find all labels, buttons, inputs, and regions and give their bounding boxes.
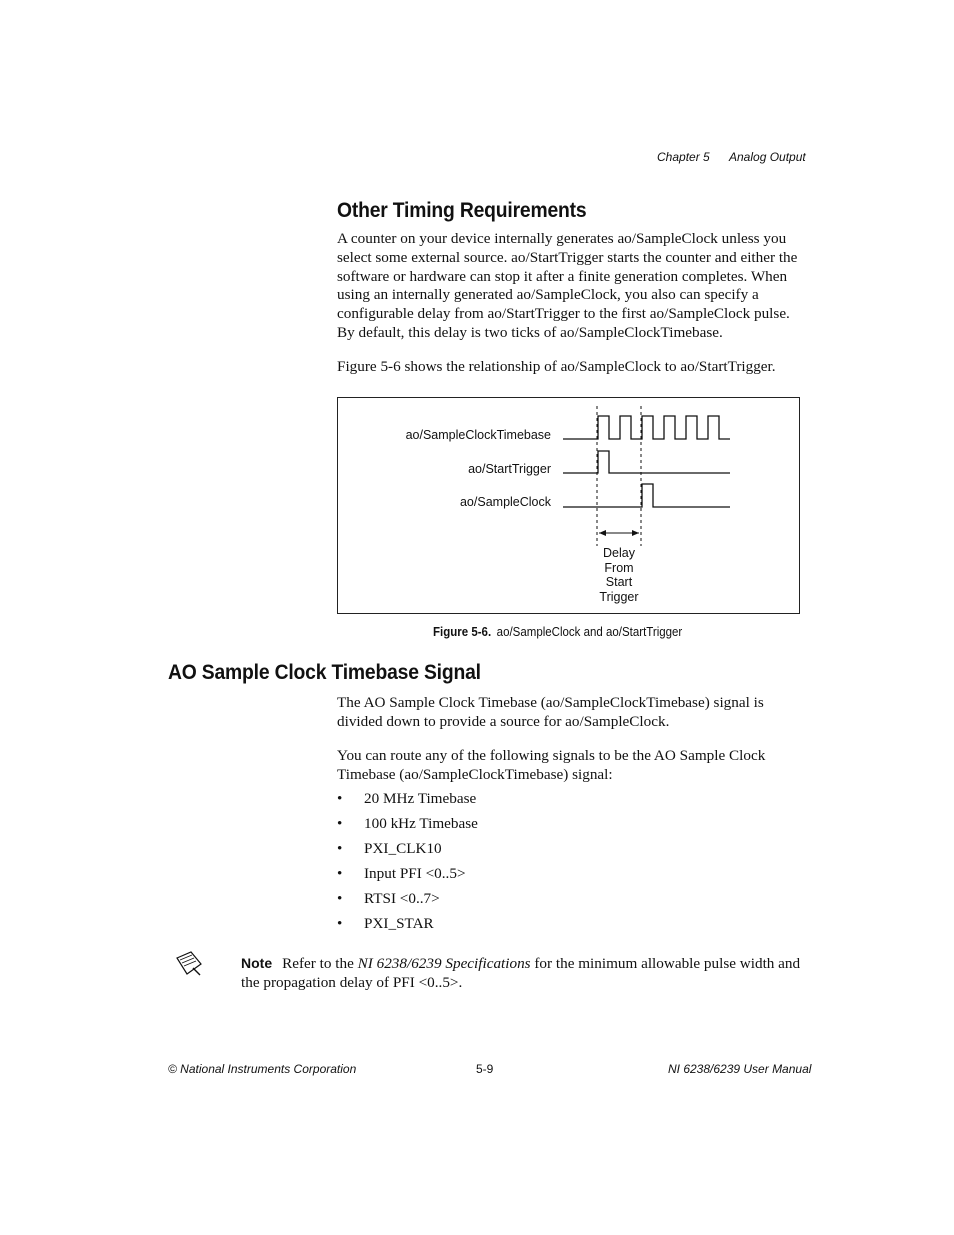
chapter-label: Chapter 5 bbox=[657, 150, 710, 164]
delay-arrowhead-left bbox=[599, 530, 606, 536]
delay-label-line: Trigger bbox=[599, 589, 639, 604]
signal-label-sampleclock: ao/SampleClock bbox=[459, 495, 551, 509]
list-item: • PXI_STAR bbox=[337, 915, 434, 932]
page-number: 5-9 bbox=[476, 1062, 494, 1076]
footer-copyright: © National Instruments Corporation bbox=[168, 1062, 357, 1076]
figure-caption-text: ao/SampleClock and ao/StartTrigger bbox=[496, 625, 683, 639]
note-text-end: for the minimum allowable pulse width and the propagation delay of PFI <0..5>. bbox=[241, 955, 801, 991]
paragraph-timing-1: A counter on your device internally generates ao/SampleClock unless you select some external source. ao/StartTrigger starts the counter and either the software or hardware can stop it after a finite generation completes. When using an internally generated ao/SampleClock, you also can specify a configurable delay from ao/StartTrigger to the first ao/SampleClock pulse. By default, this delay is two ticks of ao/SampleClockTimebase. bbox=[337, 230, 798, 341]
note-text: Refer to the bbox=[282, 955, 358, 972]
figure-caption bbox=[433, 625, 682, 639]
figure-caption-label: Figure 5-6. bbox=[433, 625, 492, 639]
list-item: • PXI_CLK10 bbox=[337, 840, 442, 857]
paragraph-timebase-2: You can route any of the following signals to be the AO Sample Clock Timebase (ao/SampleClockTimebase) signal: bbox=[337, 747, 766, 783]
note-block bbox=[241, 954, 801, 992]
list-item: • 20 MHz Timebase bbox=[337, 790, 477, 807]
note-label: Note bbox=[241, 955, 273, 971]
timing-diagram bbox=[337, 397, 800, 614]
list-item: • 100 kHz Timebase bbox=[337, 815, 478, 832]
section-label: Analog Output bbox=[729, 150, 806, 164]
footer-manual-title: NI 6238/6239 User Manual bbox=[668, 1062, 812, 1076]
delay-label-line: Delay bbox=[603, 546, 635, 560]
waveform-sampleclock bbox=[563, 484, 730, 507]
signal-label-timebase: ao/SampleClockTimebase bbox=[405, 428, 551, 442]
section-title-timing: Other Timing Requirements bbox=[337, 199, 587, 222]
paragraph-timebase-1: The AO Sample Clock Timebase (ao/SampleClockTimebase) signal is divided down to provide a source for ao/SampleClock. bbox=[337, 694, 764, 730]
delay-label bbox=[589, 546, 649, 604]
delay-label-line: Start bbox=[605, 575, 633, 589]
waveform-starttrigger bbox=[563, 451, 730, 473]
signal-list bbox=[337, 789, 478, 939]
note-icon bbox=[173, 950, 203, 978]
signal-label-starttrigger: ao/StartTrigger bbox=[468, 462, 551, 476]
waveforms bbox=[338, 398, 799, 613]
delay-arrowhead-right bbox=[632, 530, 639, 536]
waveform-timebase bbox=[563, 416, 730, 439]
list-item: • Input PFI <0..5> bbox=[337, 865, 466, 882]
paragraph-timing-2: Figure 5-6 shows the relationship of ao/SampleClock to ao/StartTrigger. bbox=[337, 358, 776, 375]
delay-label-line: From bbox=[604, 560, 634, 575]
list-item: • RTSI <0..7> bbox=[337, 890, 440, 907]
section-title-timebase: AO Sample Clock Timebase Signal bbox=[168, 661, 481, 684]
note-doc-title: NI 6238/6239 Specifications bbox=[357, 955, 531, 972]
